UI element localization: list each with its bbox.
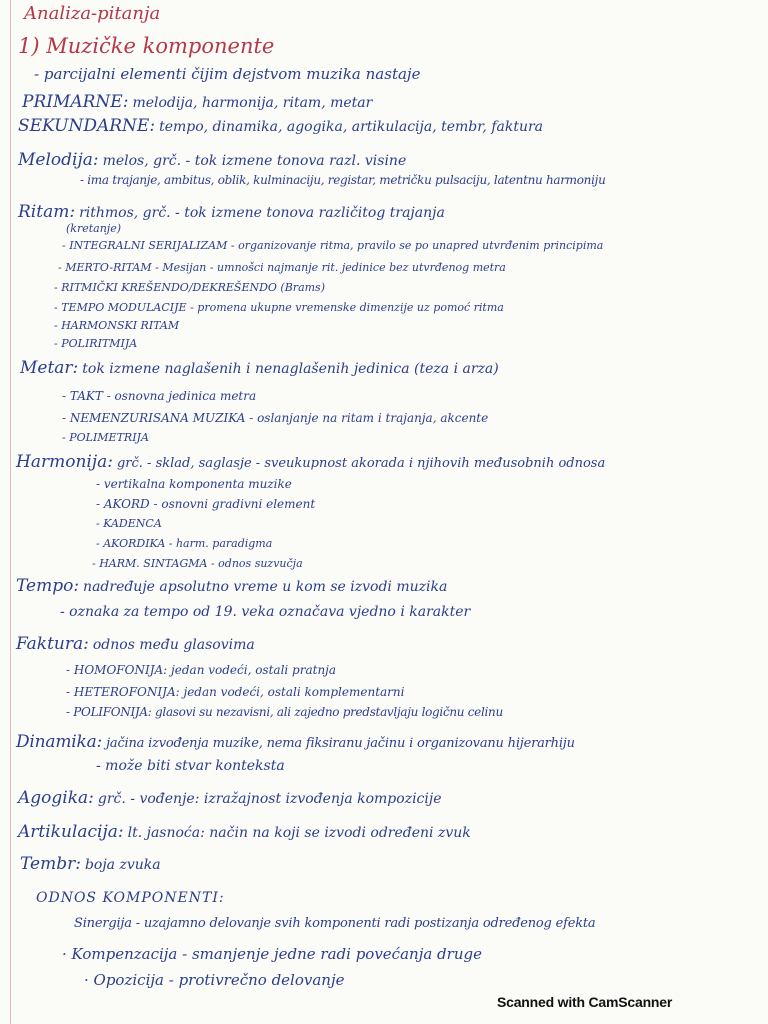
odnos-heading: ODNOS KOMPONENTI: [36,890,225,906]
harmonija-text: grč. - sklad, saglasje - sveukupnost akorada i njihovih međusobnih odnosa [116,456,606,471]
dinamika-line [16,734,575,752]
metar-text: tok izmene naglašenih i nenaglašenih jedinica (teza i arza) [82,361,499,377]
harmonija-item: - AKORD - osnovni gradivni element [96,497,316,511]
melodija-text: melos, grč. - tok izmene tonova razl. visine [102,153,407,169]
tempo-label: Tempo: [16,576,80,596]
intro-text: - parcijalni elementi čijim dejstvom muzika nastaje [34,65,421,83]
page-title: Analiza-pitanja [24,3,161,24]
odnos-item: · Opozicija - protivrečno delovanje [84,971,345,989]
harmonija-item: - vertikalna komponenta muzike [96,477,292,491]
melodija-sub: - ima trajanje, ambitus, oblik, kulminaciju, registar, metričku pulsaciju, latentnu harmoniju [80,173,606,187]
tempo-text: nadređuje apsolutno vreme u kom se izvodi muzika [83,579,448,595]
melodija-line [18,152,406,169]
faktura-label: Faktura: [16,634,89,654]
harmonija-label: Harmonija: [16,452,113,472]
artikulacija-line [18,824,471,841]
agogika-text: grč. - vođenje: izražajnost izvođenja kompozicije [97,791,442,807]
ritam-item: - TEMPO MODULACIJE - promena ukupne vremenske dimenzije uz pomoć ritma [54,301,504,314]
dinamika-label: Dinamika: [16,732,103,752]
tempo-line [16,578,447,595]
metar-line [20,360,499,377]
harmonija-item: - AKORDIKA - harm. paradigma [96,537,273,550]
tembr-line [20,856,161,873]
odnos-item: Sinergija - uzajamno delovanje svih komponenti radi postizanja određenog efekta [74,916,596,931]
faktura-text: odnos među glasovima [92,637,255,653]
agogika-label: Agogika: [18,788,94,808]
ritam-item: - POLIRITMIJA [54,337,138,350]
section-heading: 1) Muzičke komponente [18,34,275,58]
sekundarne-line [18,118,543,135]
sekundarne-label: SEKUNDARNE: [18,116,156,136]
scanner-watermark: Scanned with CamScanner [497,994,673,1010]
metar-item: - NEMENZURISANA MUZIKA - oslanjanje na ritam i trajanja, akcente [62,411,489,425]
primarne-text: melodija, harmonija, ritam, metar [132,95,373,111]
metar-item: - POLIMETRIJA [62,431,149,444]
primarne-label: PRIMARNE: [22,92,129,112]
margin-rule [10,0,11,1024]
sekundarne-text: tempo, dinamika, agogika, artikulacija, tembr, faktura [159,119,544,135]
artikulacija-text: lt. jasnoća: način na koji se izvodi određeni zvuk [127,825,471,841]
ritam-item: - RITMIČKI KREŠENDO/DEKREŠENDO (Brams) [54,281,325,294]
artikulacija-label: Artikulacija: [18,822,124,842]
dinamika-sub: - može biti stvar konteksta [96,758,285,774]
faktura-item: - HOMOFONIJA: jedan vodeći, ostali pratnja [66,663,337,677]
metar-item: - TAKT - osnovna jedinica metra [62,389,257,403]
ritam-item: - MERTO-RITAM - Mesijan - umnošci najmanje rit. jedinice bez utvrđenog metra [58,261,506,274]
harmonija-line [16,454,605,472]
tembr-label: Tembr: [20,854,81,874]
faktura-line [16,636,255,653]
dinamika-text: jačina izvođenja muzike, nema fiksiranu jačinu i organizovanu hijerarhiju [106,736,575,751]
faktura-item: - HETEROFONIJA: jedan vodeći, ostali komplementarni [66,685,405,699]
harmonija-item: - KADENCA [96,517,162,530]
ritam-note: (kretanje) [66,222,121,235]
ritam-item: - INTEGRALNI SERIJALIZAM - organizovanje ritma, pravilo se po unapred utvrđenim principima [62,239,604,252]
ritam-text: rithmos, grč. - tok izmene tonova različitog trajanja [79,205,445,221]
tembr-text: boja zvuka [84,857,161,873]
agogika-line [18,790,442,807]
ritam-label: Ritam: [18,202,76,222]
melodija-label: Melodija: [18,150,99,170]
harmonija-item: - HARM. SINTAGMA - odnos suzvučja [92,557,303,570]
ritam-item: - HARMONSKI RITAM [54,319,180,332]
metar-label: Metar: [20,358,79,378]
tempo-sub: - oznaka za tempo od 19. veka označava vjedno i karakter [60,604,471,620]
primarne-line [22,94,372,111]
ritam-line [18,204,445,221]
odnos-item: · Kompenzacija - smanjenje jedne radi povećanja druge [62,945,482,963]
faktura-item: - POLIFONIJA: glasovi su nezavisni, ali zajedno predstavljaju logičnu celinu [66,705,503,719]
